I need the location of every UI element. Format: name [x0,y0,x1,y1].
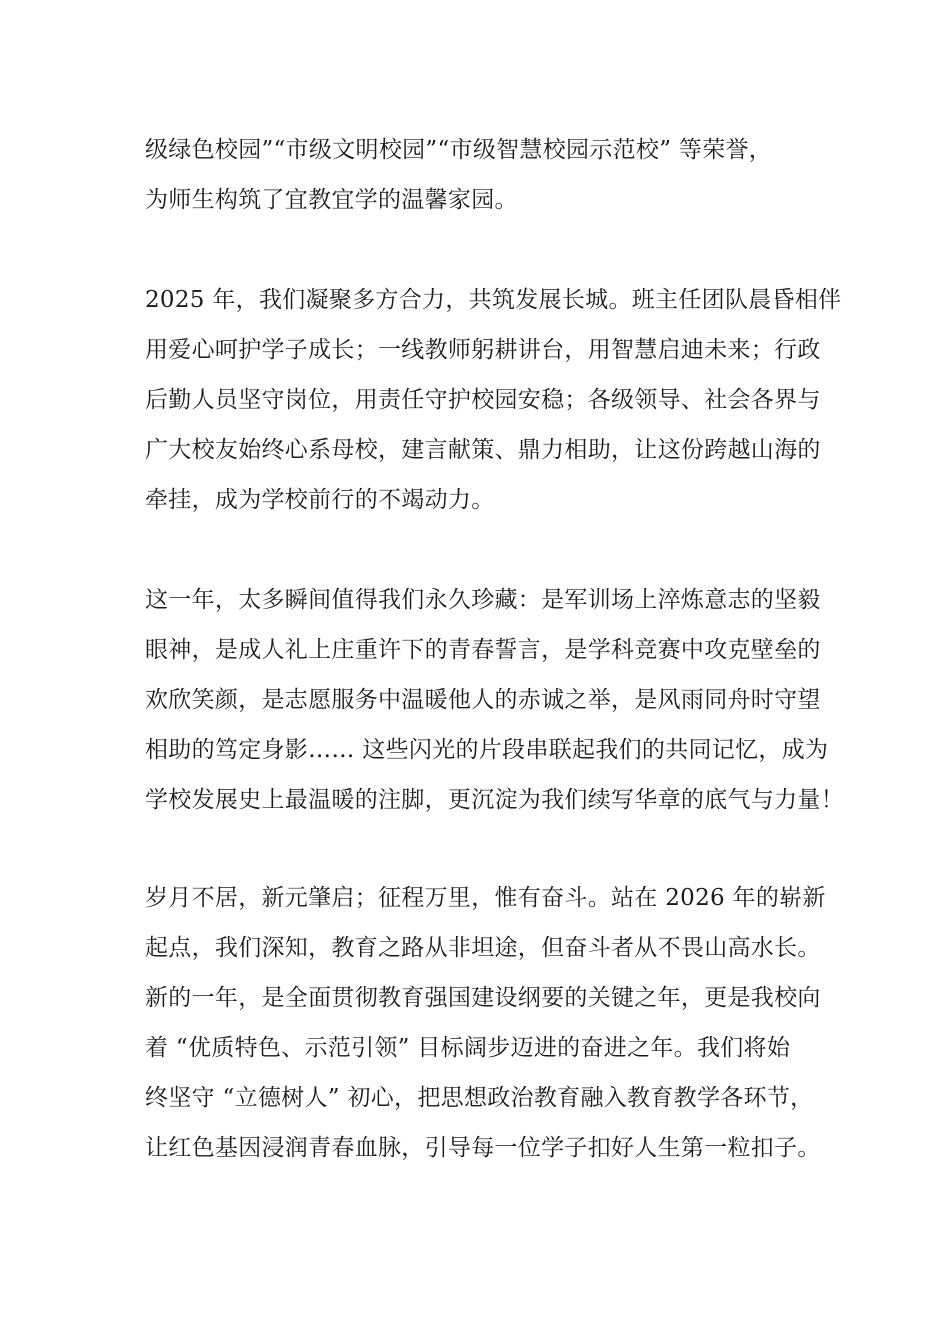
paragraph-2-line-3: 后勤人员坚守岗位，用责任守护校园安稳；各级领导、社会各界与 [145,387,821,413]
paragraph-3-line-2: 眼神，是成人礼上庄重许下的青春誓言，是学科竞赛中攻克壁垒的 [145,637,821,663]
paragraph-4-line-4: 着 “优质特色、示范引领” 目标阔步迈进的奋进之年。我们将始 [145,1035,791,1061]
paragraph-4-line-3: 新的一年，是全面贯彻教育强国建设纲要的关键之年，更是我校向 [145,985,821,1011]
paragraph-4-line-5: 终坚守 “立德树人” 初心，把思想政治教育融入教育教学各环节， [145,1085,814,1111]
paragraph-3-line-5: 学校发展史上最温暖的注脚，更沉淀为我们续写华章的底气与力量！ [145,787,844,813]
paragraph-2-line-2: 用爱心呵护学子成长；一线教师躬耕讲台，用智慧启迪未来；行政 [145,337,821,363]
paragraph-1-line-1: 级绿色校园”“市级文明校园”“市级智慧校园示范校” 等荣誉， [145,137,773,163]
paragraph-1-line-2: 为师生构筑了宜教宜学的温馨家园。 [145,187,518,213]
paragraph-4-line-2: 起点，我们深知，教育之路从非坦途，但奋斗者从不畏山高水长。 [145,935,821,961]
paragraph-2-line-1: 2025 年，我们凝聚多方合力，共筑发展长城。班主任团队晨昏相伴 [145,287,842,313]
paragraph-4-line-6: 让红色基因浸润青春血脉，引导每一位学子扣好人生第一粒扣子。 [145,1135,821,1161]
paragraph-3-line-4: 相助的笃定身影…… 这些闪光的片段串联起我们的共同记忆，成为 [145,737,829,763]
paragraph-3-line-3: 欢欣笑颜，是志愿服务中温暖他人的赤诚之举，是风雨同舟时守望 [145,687,821,713]
paragraph-2-line-4: 广大校友始终心系母校，建言献策、鼎力相助，让这份跨越山海的 [145,437,821,463]
paragraph-4-line-1: 岁月不居，新元肇启；征程万里，惟有奋斗。站在 2026 年的崭新 [145,885,826,911]
paragraph-2-line-5: 牵挂，成为学校前行的不竭动力。 [145,487,495,513]
paragraph-3-line-1: 这一年，太多瞬间值得我们永久珍藏：是军训场上淬炼意志的坚毅 [145,587,821,613]
